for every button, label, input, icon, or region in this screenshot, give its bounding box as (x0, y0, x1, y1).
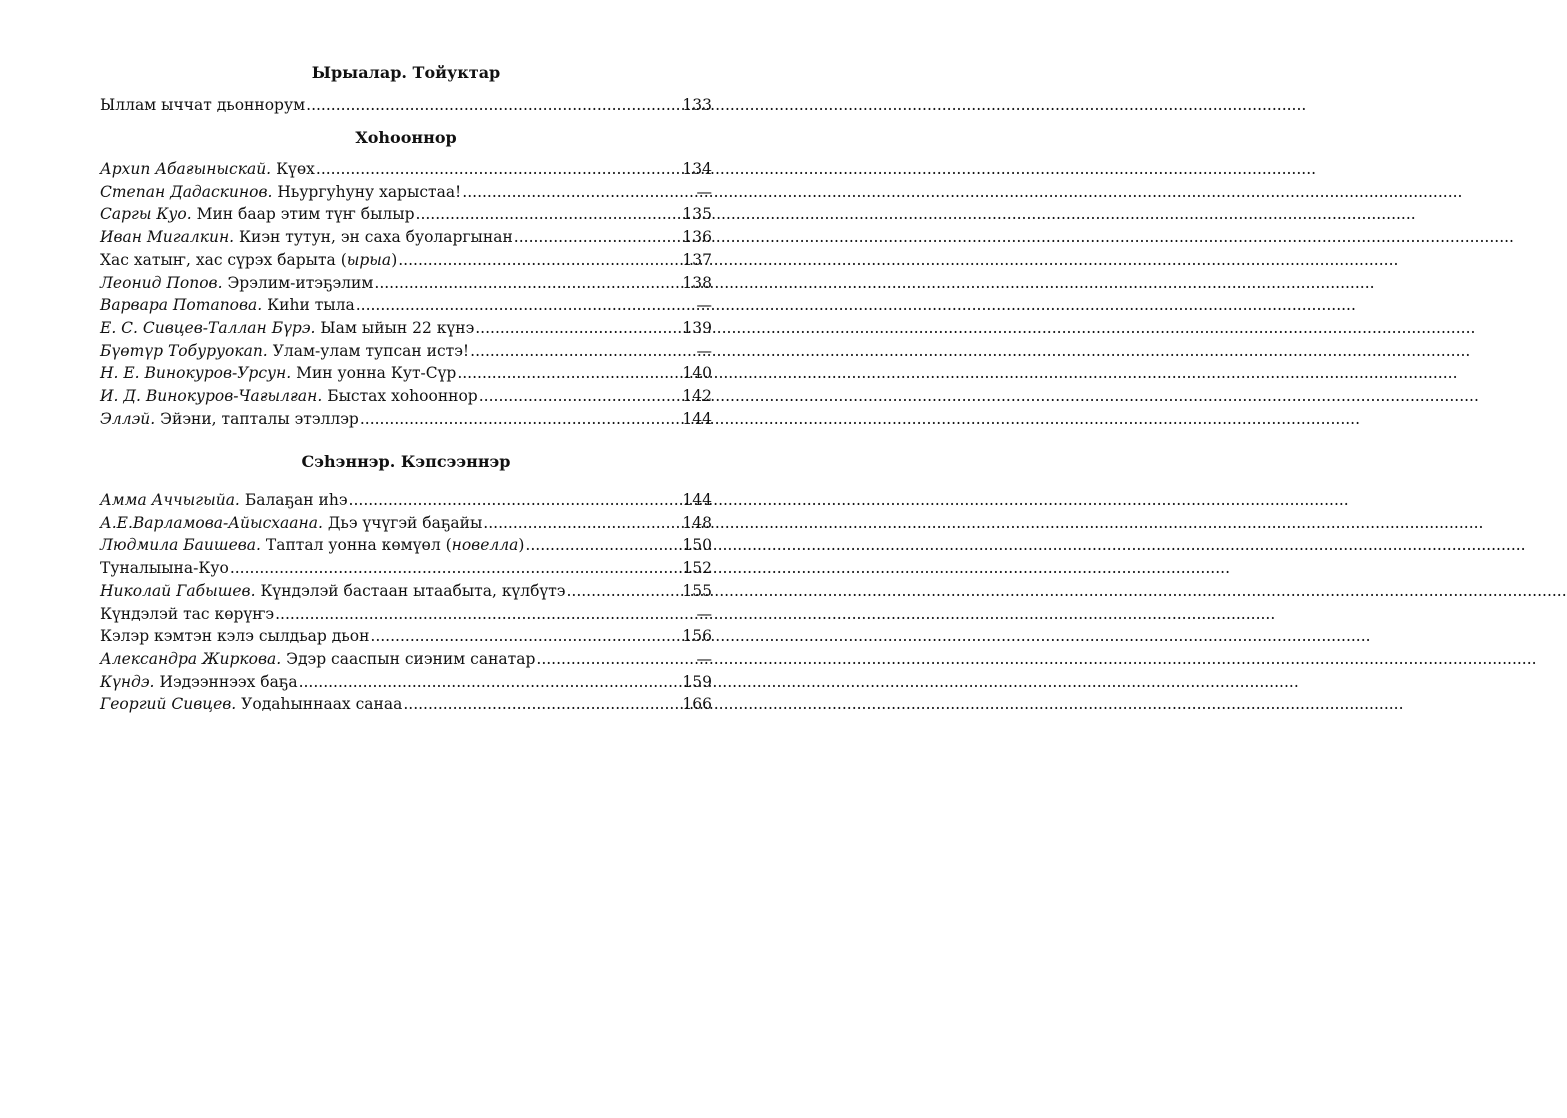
toc-page-number: 152 (682, 559, 712, 578)
toc-entry-text (100, 625, 369, 648)
toc-page-number: 136 (682, 228, 712, 247)
toc-entry (100, 317, 712, 340)
toc-entry-text (100, 489, 348, 512)
toc-title: Эрэлим-итэҕэлим (227, 273, 374, 292)
toc-page-number: 144 (682, 409, 712, 428)
toc-title-note: ырыа (346, 250, 392, 269)
toc-author: Бүөтүр Тобуруокап. (100, 341, 268, 360)
toc-author: Георгий Сивцев. (100, 695, 237, 714)
entries-list (100, 489, 712, 716)
toc-entry (100, 671, 712, 694)
toc-entry-text (100, 203, 415, 226)
toc-entry-text (100, 181, 461, 204)
toc-author: Эллэй. (100, 409, 156, 428)
toc-page-number: 142 (682, 387, 712, 406)
dot-leader (374, 272, 681, 295)
dot-leader (470, 340, 695, 363)
toc-entry (100, 625, 712, 648)
section-stories (100, 451, 712, 716)
toc-title: Быстах хоһооннор (327, 387, 478, 406)
dot-leader (416, 203, 682, 226)
toc-entry (100, 408, 712, 431)
toc-entry-text (100, 693, 402, 716)
toc-title: Иэдээннээх баҕа (159, 672, 298, 691)
dot-leader (514, 226, 682, 249)
toc-title: Күндэлэй тас көрүҥэ (100, 604, 275, 623)
toc-author: А.Е.Варламова-Айысхаана. (100, 513, 323, 532)
toc-entry-text (100, 362, 456, 385)
toc-title-suffix: ) (391, 250, 398, 269)
toc-title: Улам-улам тупсан истэ! (272, 341, 470, 360)
toc-entry-text (100, 340, 469, 363)
toc-title-suffix: ) (518, 536, 525, 555)
toc-title-note: новелла (451, 536, 519, 555)
toc-entry (100, 557, 712, 580)
toc-page-number: 135 (682, 205, 712, 224)
toc-title: Ыллам ыччат дьоннорум (100, 96, 306, 114)
toc-title: Эйэни, тапталы этэллэр (160, 409, 359, 428)
toc-page-number: 133 (682, 96, 712, 114)
entries-list (100, 158, 712, 430)
toc-title: Мин баар этим түҥ былыр (196, 205, 415, 224)
dot-leader (462, 181, 695, 204)
toc-author: И. Д. Винокуров-Чағылған. (100, 387, 323, 406)
dot-leader (479, 385, 682, 408)
toc-entry (100, 158, 712, 181)
toc-title: Эдэр сааспын сиэним санатар (286, 649, 536, 668)
dot-leader (483, 512, 681, 535)
toc-author: Н. Е. Винокуров-Урсун. (100, 364, 292, 383)
toc-title: Киэн тутун, эн саха буоларгынан (239, 228, 513, 247)
toc-page-number: 148 (682, 513, 712, 532)
dot-leader (398, 249, 681, 272)
toc-author: Людмила Баишева. (100, 536, 261, 555)
toc-title: Балаҕан иһэ (244, 491, 348, 509)
section-title: Ырыалар. Тойуктар (311, 63, 501, 82)
dot-leader (403, 693, 681, 716)
toc-title: Таптал уонна көмүөл ( (265, 536, 452, 555)
toc-author: Леонид Попов. (100, 273, 223, 292)
toc-entry (100, 489, 712, 512)
dot-leader (349, 489, 682, 512)
entries-list (100, 94, 712, 117)
toc-entry (100, 534, 712, 557)
toc-page-number: 144 (682, 491, 712, 509)
toc-entry-text (100, 671, 298, 694)
toc-entry-text (100, 408, 359, 431)
toc-title: Туналыына-Куо (100, 559, 229, 578)
toc-page-number: 166 (682, 695, 712, 714)
toc-author: Александра Жиркова. (100, 649, 282, 668)
dot-leader (275, 603, 695, 626)
toc-author: Степан Дадаскинов. (100, 182, 273, 201)
toc-entry-text (100, 512, 482, 535)
toc-page-number: 140 (682, 364, 712, 383)
toc-entry (100, 385, 712, 408)
toc-entry (100, 693, 712, 716)
toc-entry (100, 340, 712, 363)
toc-page-number: — (696, 604, 712, 623)
toc-page-number: 156 (682, 627, 712, 646)
toc-entry (100, 362, 712, 385)
toc-entry-text (100, 249, 397, 272)
dot-leader (457, 362, 681, 385)
dot-leader (566, 580, 681, 603)
section-poems (100, 127, 712, 430)
toc-entry (100, 648, 712, 671)
toc-entry-text (100, 272, 373, 295)
dot-leader (525, 534, 681, 557)
toc-title: Ньургуһуну харыстаа! (277, 182, 462, 201)
toc-page-number: 138 (682, 273, 712, 292)
toc-page-number: 139 (682, 318, 712, 337)
toc-entry (100, 249, 712, 272)
toc-title: Мин уонна Кут-Сүр (296, 364, 457, 383)
toc-title: Киһи тыла (267, 296, 355, 315)
toc-entry (100, 181, 712, 204)
toc-author: Саргы Куо. (100, 205, 192, 224)
toc-title: Күөх (276, 160, 315, 178)
toc-author: Күндэ. (100, 672, 155, 691)
dot-leader (360, 408, 682, 431)
toc-entry (100, 512, 712, 535)
toc-entry-text (100, 648, 535, 671)
toc-page-number: — (696, 182, 712, 201)
section-songs (100, 62, 712, 117)
toc-title: Күндэлэй бастаан ытаабыта, күлбүтэ (260, 581, 566, 600)
toc-author: Николай Габышев. (100, 581, 256, 600)
toc-author: Е. С. Сивцев-Таллан Бүрэ. (100, 318, 316, 337)
toc-entry-text (100, 580, 565, 603)
section-title: Сэһэннэр. Кэпсээннэр (301, 452, 511, 471)
toc-page-number: — (696, 296, 712, 315)
dot-leader (536, 648, 695, 671)
toc-author: Амма Аччыгыйа. (100, 491, 240, 509)
toc-entry (100, 272, 712, 295)
toc-title: Ыам ыйын 22 күнэ (320, 318, 475, 337)
toc-title: Уодаһыннаах санаа (241, 695, 403, 714)
dot-leader (475, 317, 681, 340)
dot-leader (306, 94, 681, 117)
toc-entry (100, 94, 712, 117)
toc-page-number: 159 (682, 672, 712, 691)
toc-entry-text (100, 317, 474, 340)
toc-entry-text (100, 534, 524, 557)
book-page (0, 0, 741, 1118)
toc-entry-text (100, 226, 513, 249)
toc-author: Иван Мигалкин. (100, 228, 235, 247)
toc-entry-text (100, 385, 478, 408)
toc-entry-text (100, 603, 274, 626)
toc-page-number: — (696, 341, 712, 360)
toc-title: Дьэ үчүгэй баҕайы (327, 513, 483, 532)
toc-entry (100, 226, 712, 249)
toc-entry (100, 603, 712, 626)
toc-title: Кэлэр кэмтэн кэлэ сылдьар дьон (100, 627, 370, 646)
toc-entry-text (100, 94, 305, 117)
dot-leader (370, 625, 681, 648)
toc-page-number: 134 (682, 160, 712, 178)
section-title: Хоһооннор (355, 128, 457, 147)
dot-leader (299, 671, 682, 694)
toc-entry-text (100, 294, 355, 317)
dot-leader (356, 294, 696, 317)
toc-page-number: 137 (682, 250, 712, 269)
dot-leader (230, 557, 682, 580)
toc-entry-text (100, 158, 315, 181)
toc-entry (100, 294, 712, 317)
toc-entry (100, 203, 712, 226)
toc-author: Варвара Потапова. (100, 296, 263, 315)
toc-page-number: — (696, 649, 712, 668)
toc-entry (100, 580, 712, 603)
toc-title: Хас хатыҥ, хас сүрэх барыта ( (100, 250, 347, 269)
dot-leader (316, 158, 682, 181)
toc-entry-text (100, 557, 229, 580)
toc-page-number: 155 (682, 581, 712, 600)
toc-author: Архип Абағыныскай. (100, 160, 272, 178)
toc-page-number: 150 (682, 536, 712, 555)
